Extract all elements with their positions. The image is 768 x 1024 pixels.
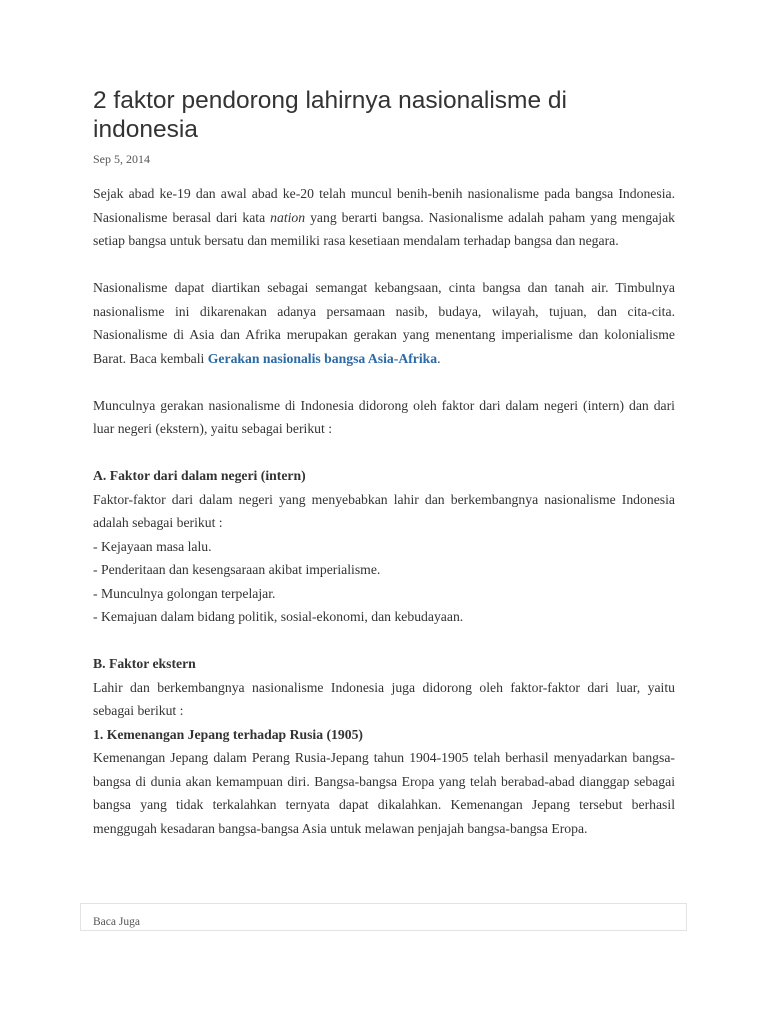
paragraph-intro-text-b: yang berarti bangsa. Nasionalisme adalah paham yang mengajak setiap bangsa untuk bersatu dan memiliki rasa kesetiaan mendalam terhadap bangsa dan negara.: [93, 209, 675, 248]
paragraph-intro-text-a: Sejak abad ke-19 dan awal abad ke-20 telah muncul benih-benih nasionalisme pada bangsa Indonesia. Nasionalisme berasal dari kata: [93, 186, 675, 225]
post-date: Sep 5, 2014: [93, 152, 150, 166]
related-article-link[interactable]: Gerakan nasionalis bangsa Asia-Afrika: [207, 350, 438, 366]
paragraph-definition: [93, 276, 675, 370]
section-b-heading: B. Faktor ekstern: [93, 656, 196, 671]
list-item: - Munculnya golongan terpelajar.: [93, 585, 276, 601]
section-b-intro: Lahir dan berkembangnya nasionalisme Indonesia juga didorong oleh faktor-faktor dari luar, yaitu sebagai berikut :: [93, 679, 675, 718]
section-b-text: Kemenangan Jepang dalam Perang Rusia-Jepang tahun 1904-1905 telah berhasil menyadarkan bangsa-bangsa di dunia akan kemampuan diri. Bangsa-bangsa Eropa yang telah berabad-abad dianggap sebagai bangsa yang tidak terkalahkan ternyata dapat dikalahkan. Kemenangan Jepang tersebut berhasil menggugah kesadaran bangsa-bangsa Asia untuk melawan penjajah bangsa-bangsa Eropa.: [93, 750, 675, 836]
list-item: - Kemajuan dalam bidang politik, sosial-ekonomi, dan kebudayaan.: [93, 609, 464, 624]
list-item: - Kejayaan masa lalu.: [93, 538, 212, 554]
paragraph-definition-text: Nasionalisme dapat diartikan sebagai semangat kebangsaan, cinta bangsa dan tanah air. Timbulnya nasionalisme ini dikarenakan adanya persamaan nasib, budaya, wilayah, tujuan, dan cita-cita. Nasionalisme di Asia dan Afrika merupakan gerakan yang menentang imperialisme dan kolonialisme Barat. Baca kembali: [93, 280, 675, 366]
list-item: - Penderitaan dan kesengsaraan akibat imperialisme.: [93, 562, 381, 577]
section-a-intro: Faktor-faktor dari dalam negeri yang menyebabkan lahir dan berkembangnya nasionalisme Indonesia adalah sebagai berikut :: [93, 491, 675, 530]
baca-juga-label: Baca Juga: [93, 916, 140, 928]
paragraph-factors-intro: Munculnya gerakan nasionalisme di Indonesia didorong oleh faktor dari dalam negeri (intern) dan dari luar negeri (ekstern), yaitu sebagai berikut :: [93, 397, 675, 436]
page-title: 2 faktor pendorong lahirnya nasionalisme di indonesia: [93, 87, 567, 143]
section-a-heading: A. Faktor dari dalam negeri (intern): [93, 468, 306, 483]
article-body: [93, 182, 675, 840]
baca-juga-box: [80, 903, 687, 931]
nation-term: nation: [270, 209, 306, 225]
paragraph-intro: [93, 182, 675, 253]
section-b-subheading: 1. Kemenangan Jepang terhadap Rusia (1905): [93, 726, 363, 742]
paragraph-definition-end: .: [437, 350, 441, 366]
